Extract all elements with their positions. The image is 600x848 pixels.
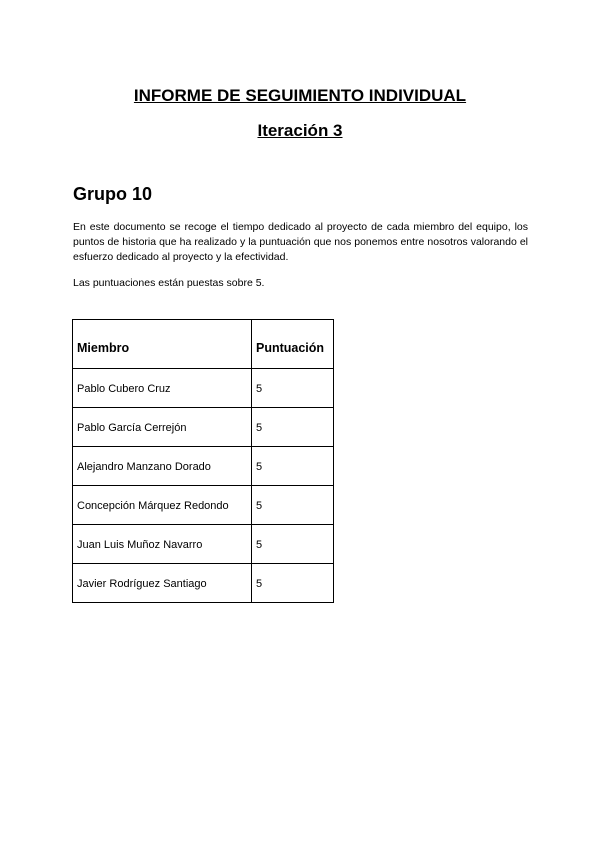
group-heading: Grupo 10 xyxy=(73,184,153,204)
table-row xyxy=(73,564,334,603)
intro-paragraph: En este documento se recoge el tiempo dedicado al proyecto de cada miembro del equipo, los puntos de historia que ha realizado y la puntuación que nos ponemos entre nosotros valorando el esfuerzo dedicado al proyecto y la efectividad. xyxy=(73,221,528,263)
table-row xyxy=(73,525,334,564)
member-cell: Juan Luis Muñoz Navarro xyxy=(73,525,252,564)
score-cell: 5 xyxy=(252,525,334,564)
score-cell: 5 xyxy=(252,447,334,486)
header-member: Miembro xyxy=(73,320,252,369)
document-subtitle: Iteración 3 xyxy=(257,121,343,140)
score-note: Las puntuaciones están puestas sobre 5. xyxy=(73,277,265,289)
header-score: Puntuación xyxy=(252,320,334,369)
score-cell: 5 xyxy=(252,408,334,447)
document-title: INFORME DE SEGUIMIENTO INDIVIDUAL xyxy=(133,86,467,105)
table-header-row xyxy=(73,320,334,369)
member-cell: Pablo García Cerrejón xyxy=(73,408,252,447)
table-row xyxy=(73,408,334,447)
member-cell: Javier Rodríguez Santiago xyxy=(73,564,252,603)
score-cell: 5 xyxy=(252,369,334,408)
member-cell: Pablo Cubero Cruz xyxy=(73,369,252,408)
table-row xyxy=(73,486,334,525)
score-cell: 5 xyxy=(252,564,334,603)
table-row xyxy=(73,447,334,486)
member-cell: Concepción Márquez Redondo xyxy=(73,486,252,525)
table-row xyxy=(73,369,334,408)
member-cell: Alejandro Manzano Dorado xyxy=(73,447,252,486)
scores-table xyxy=(72,319,334,603)
score-cell: 5 xyxy=(252,486,334,525)
